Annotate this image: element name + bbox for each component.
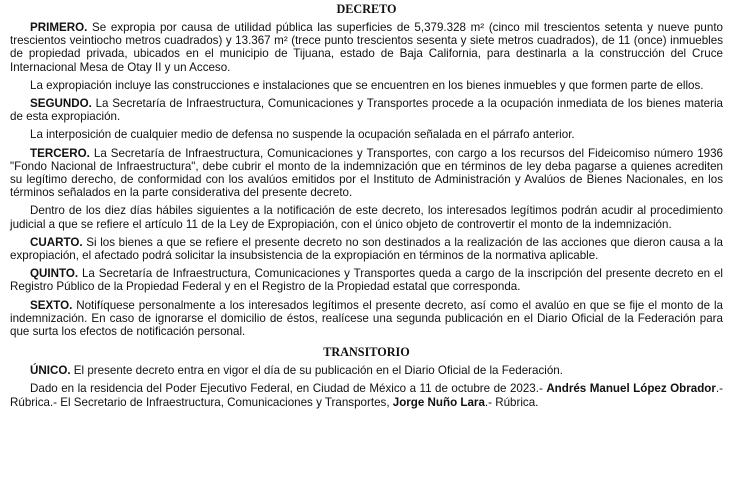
article-text: Se expropia por causa de utilidad pública las superficies de 5,379.328 m² (cinco mil trescientos setenta y nueve punto trescientos veintiocho metros cuadrados) y 13.367 m² (trece punto trescientos sesenta y siete metros cuadrados), de 11 (once) inmuebles de propiedad privada, ubicados en el municipio de Tijuana, estado de Baja California, para destinarla a la construcción del Cruce Internacional Mesa de Otay II y un Acceso. bbox=[10, 21, 723, 74]
article-text: La Secretaría de Infraestructura, Comunicaciones y Transportes queda a cargo de la inscripción del presente decreto en el Registro Público de la Propiedad Federal y en el Registro de la Propiedad estatal que corresponda. bbox=[10, 267, 723, 294]
article-text: Si los bienes a que se refiere el presente decreto no son destinados a la realización de las acciones que dieron causa a la expropiación, el afectado podrá solicitar la insubsistencia de la expropiación en términos de la normativa aplicable. bbox=[10, 235, 723, 263]
article-text: El presente decreto entra en vigor el día de su publicación en el Diario Oficial de la Federación. bbox=[70, 364, 563, 378]
article-text: La interposición de cualquier medio de defensa no suspende la ocupación señalada en el párrafo anterior. bbox=[30, 128, 575, 142]
decree-title: DECRETO bbox=[336, 2, 397, 16]
article-cuarto bbox=[10, 236, 723, 262]
article-text: La Secretaría de Infraestructura, Comunicaciones y Transportes procede a la ocupación inmediata de los bienes materia de esta expropiación. bbox=[10, 97, 723, 124]
article-lead: CUARTO. bbox=[30, 235, 83, 249]
article-segundo bbox=[10, 97, 723, 123]
article-sexto bbox=[10, 299, 723, 339]
article-lead: SEGUNDO. bbox=[30, 97, 92, 111]
article-quinto bbox=[10, 267, 723, 293]
paragraph-primero-2 bbox=[10, 79, 723, 92]
transitorio-title: TRANSITORIO bbox=[323, 345, 410, 360]
paragraph-tercero-2 bbox=[10, 204, 723, 230]
closing-text: .- Rúbrica. bbox=[484, 395, 539, 409]
article-lead: TERCERO. bbox=[30, 146, 90, 160]
article-text: Dentro de los diez días hábiles siguientes a la notificación de este decreto, los interesados legítimos podrán acudir al procedimiento judicial a que se refiere el artículo 11 de la Ley de Expropiación, con el único objeto de controvertir el monto de la indemnización. bbox=[10, 204, 723, 231]
article-text: La expropiación incluye las construcciones e instalaciones que se encuentren en los bienes inmuebles y que formen parte de ellos. bbox=[30, 78, 704, 92]
signer-president: Andrés Manuel López Obrador bbox=[546, 382, 716, 396]
closing-text: Dado en la residencia del Poder Ejecutivo Federal, en Ciudad de México a 11 de octubre de 2023.- bbox=[30, 382, 547, 396]
article-lead: QUINTO. bbox=[30, 267, 79, 281]
article-lead: ÚNICO. bbox=[30, 364, 71, 378]
article-text: La Secretaría de Infraestructura, Comunicaciones y Transportes, con cargo a los recursos del Fideicomiso número 1936 "Fondo Nacional de Infraestructura", debe cubrir el monto de la indemnización que en términos de ley deba pagarse a quienes acrediten su legítimo derecho, de conformidad con los avalúos emitidos por el Instituto de Administración y Avalúos de Bienes Nacionales, en los términos señalados en la parte considerativa del presente decreto. bbox=[10, 146, 723, 200]
paragraph-segundo-2 bbox=[10, 128, 723, 141]
article-text: Notifíquese personalmente a los interesados legítimos el presente decreto, así como el avalúo en que se fije el monto de la indemnización. En caso de ignorarse el domicilio de éstos, realícese una segunda publicación en el Diario Oficial de la Federación para que surta los efectos de notificación personal. bbox=[10, 298, 723, 339]
article-tercero bbox=[10, 147, 723, 200]
article-lead: SEXTO. bbox=[30, 298, 73, 312]
article-lead: PRIMERO. bbox=[30, 21, 88, 34]
signer-secretary: Jorge Nuño Lara bbox=[392, 395, 485, 409]
article-unico bbox=[10, 364, 723, 377]
closing-signature-paragraph bbox=[10, 382, 723, 408]
closing-text: .- Rúbrica.- El Secretario de Infraestructura, Comunicaciones y Transportes, bbox=[10, 382, 723, 409]
article-primero bbox=[10, 21, 723, 74]
